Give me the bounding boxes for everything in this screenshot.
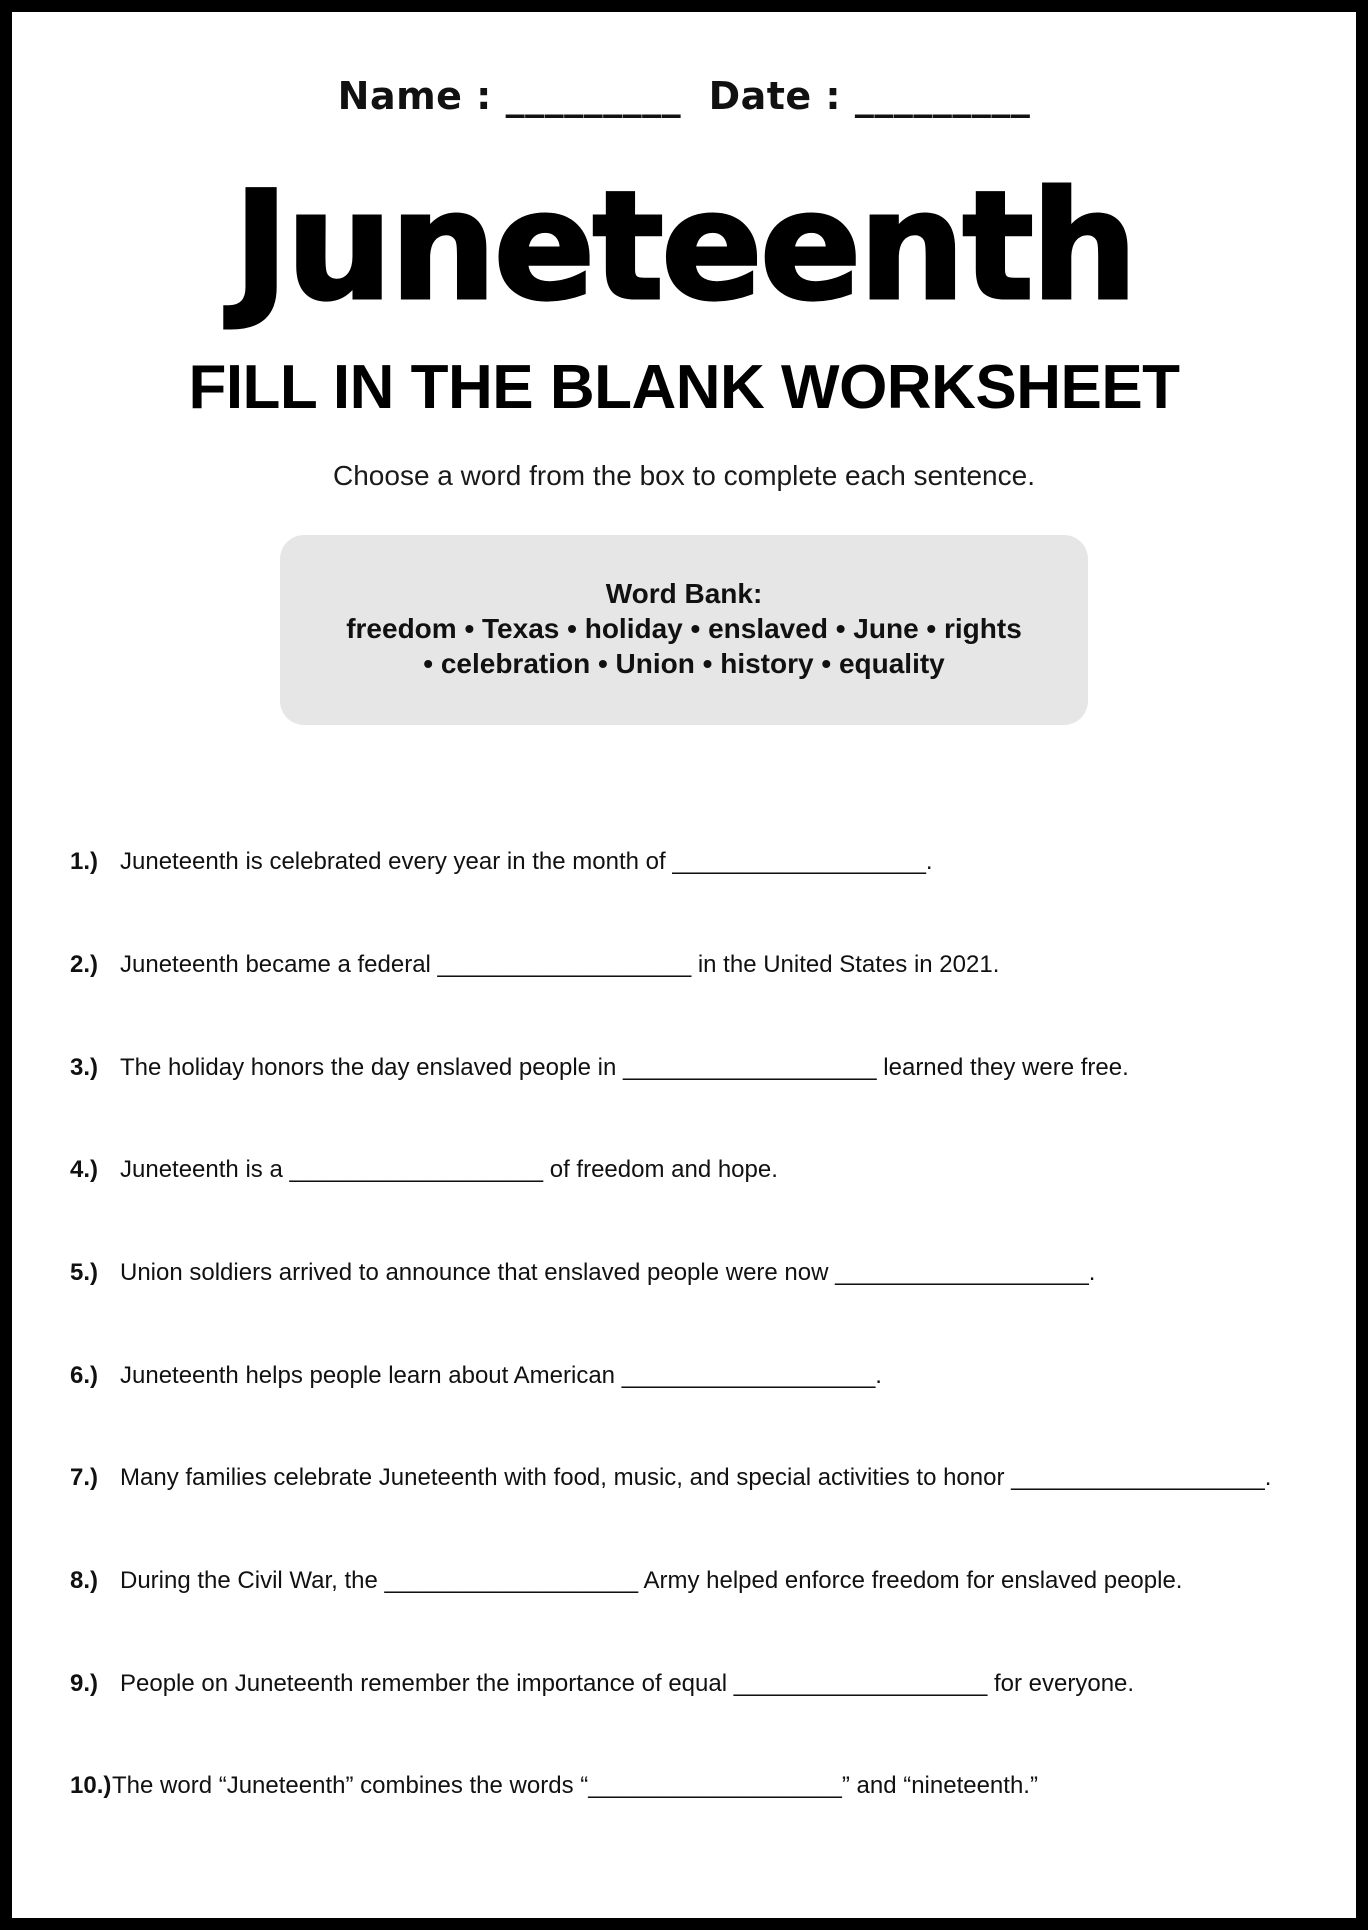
question-number: 8.) [70, 1567, 99, 1594]
question-number: 5.) [70, 1259, 99, 1286]
page-title: Juneteenth [233, 160, 1135, 334]
question-item [70, 1259, 1095, 1287]
question-number: 2.) [70, 951, 99, 978]
question-item [70, 951, 999, 979]
question-text: Juneteenth is celebrated every year in the month of ___________________. [120, 848, 933, 875]
word-bank-line-2: • celebration • Union • history • equality [423, 648, 945, 679]
question-text: During the Civil War, the ___________________ Army helped enforce freedom for enslaved people. [120, 1567, 1183, 1594]
question-item [70, 1567, 1182, 1595]
question-text: Union soldiers arrived to announce that enslaved people were now ___________________. [120, 1259, 1096, 1286]
question-item [70, 848, 933, 876]
question-item [70, 1464, 1271, 1492]
question-text: People on Juneteenth remember the importance of equal ___________________ for everyone. [120, 1670, 1135, 1697]
word-bank-line-1: freedom • Texas • holiday • enslaved • June • rights [346, 613, 1022, 644]
question-text: Juneteenth helps people learn about American ___________________. [120, 1362, 882, 1389]
question-number: 3.) [70, 1054, 99, 1081]
date-field-label: Date : _________ [708, 74, 1031, 118]
name-field-label: Name : _________ [337, 74, 682, 118]
question-text: The word “Juneteenth” combines the words “___________________” and “nineteenth.” [112, 1772, 1038, 1799]
question-number: 9.) [70, 1670, 99, 1697]
name-date-header [12, 74, 1356, 118]
question-number: 6.) [70, 1362, 99, 1389]
question-number: 1.) [70, 848, 99, 875]
page-subtitle: FILL IN THE BLANK WORKSHEET [188, 353, 1180, 422]
question-item [70, 1362, 882, 1390]
question-item [70, 1156, 778, 1184]
question-item [70, 1772, 1038, 1800]
question-text: Many families celebrate Juneteenth with food, music, and special activities to honor ___________________. [120, 1464, 1272, 1491]
instructions-text: Choose a word from the box to complete each sentence. [333, 460, 1035, 491]
question-item [70, 1054, 1129, 1082]
question-item [70, 1670, 1134, 1698]
word-bank-box [280, 535, 1088, 725]
question-number: 10.) [70, 1772, 112, 1799]
question-text: The holiday honors the day enslaved people in ___________________ learned they were free. [120, 1054, 1129, 1081]
question-number: 7.) [70, 1464, 99, 1491]
question-text: Juneteenth is a ___________________ of freedom and hope. [120, 1156, 778, 1183]
word-bank-heading: Word Bank: [605, 578, 763, 609]
question-text: Juneteenth became a federal ___________________ in the United States in 2021. [120, 951, 1000, 978]
question-number: 4.) [70, 1156, 99, 1183]
